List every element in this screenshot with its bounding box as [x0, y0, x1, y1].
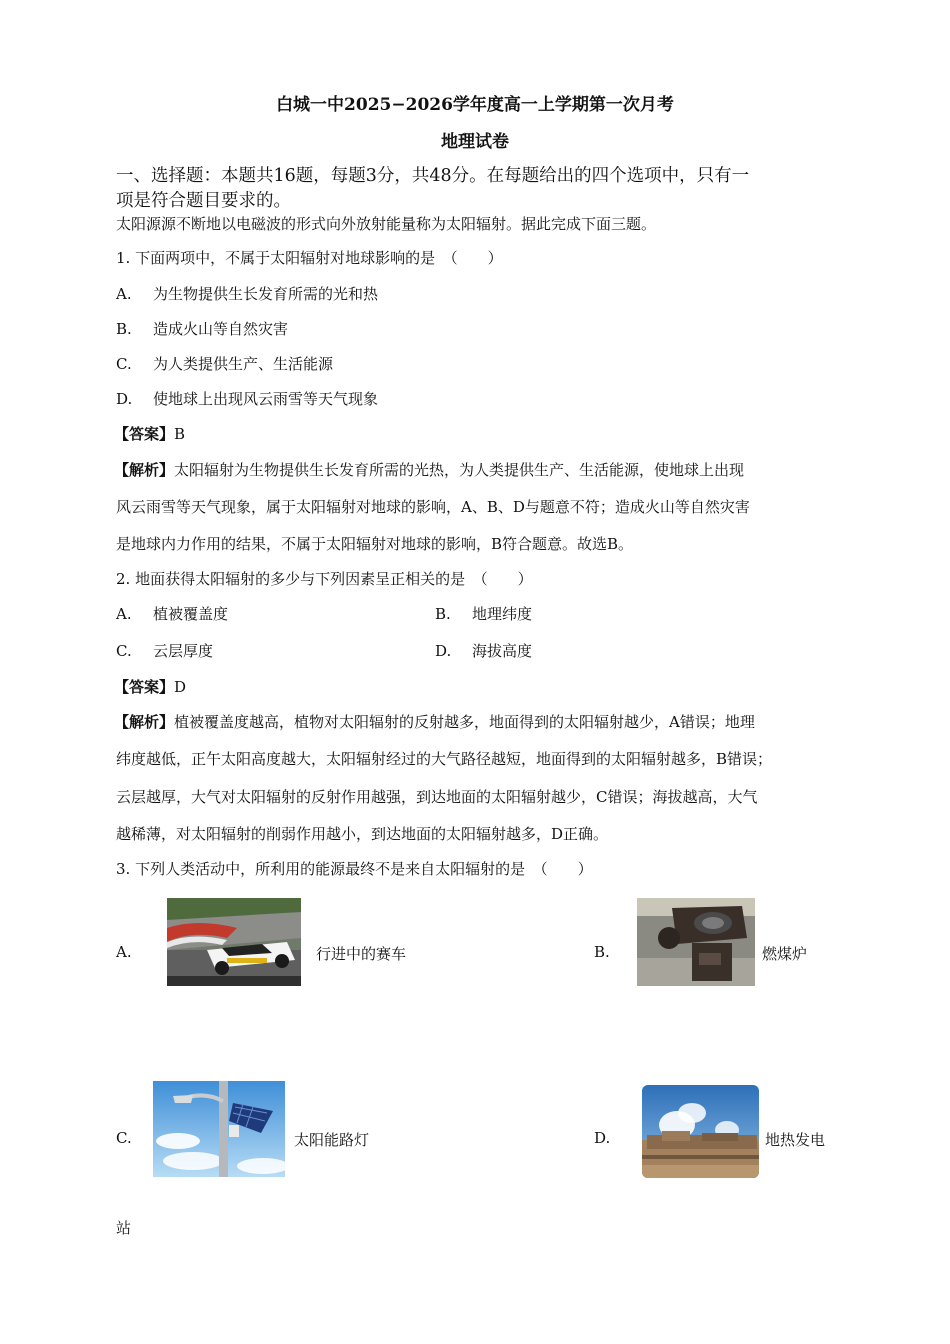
option-letter: B. [435, 605, 451, 623]
analysis-text: 植被覆盖度越高，植物对太阳辐射的反射越多，地面得到的太阳辐射越少，A错误；地理 [174, 713, 755, 731]
q3-option-c-letter[interactable]: C. [116, 1129, 132, 1147]
exam-subtitle: 地理试卷 [441, 132, 509, 152]
q1-analysis-line1 [114, 459, 744, 480]
section-intro: 太阳源源不断地以电磁波的形式向外放射能量称为太阳辐射。据此完成下面三题。 [116, 215, 657, 233]
q2-option-d[interactable] [435, 640, 532, 661]
answer-value: D [174, 678, 187, 696]
solar-street-lamp-image[interactable] [153, 1081, 285, 1177]
exam-title: 白城一中2025−2026学年度高一上学期第一次月考 [276, 95, 674, 115]
option-letter: A. [116, 605, 132, 623]
answer-label: 【答案】 [114, 425, 175, 443]
q1-option-d[interactable] [116, 388, 378, 409]
q3-option-d-text: 地热发电 [765, 1131, 826, 1149]
option-text: 为生物提供生长发育所需的光和热 [153, 285, 379, 303]
q1-analysis-line3: 是地球内力作用的结果，不属于太阳辐射对地球的影响，B符合题意。故选B。 [116, 535, 634, 553]
q3-option-a-letter[interactable]: A. [116, 943, 132, 961]
q2-stem: 2. 地面获得太阳辐射的多少与下列因素呈正相关的是 （ ） [116, 570, 533, 588]
analysis-text: 太阳辐射为生物提供生长发育所需的光热，为人类提供生产、生活能源，使地球上出现 [174, 461, 745, 479]
option-text: 云层厚度 [153, 642, 214, 660]
analysis-label: 【解析】 [114, 713, 175, 731]
option-text: 造成火山等自然灾害 [153, 320, 289, 338]
option-text: 使地球上出现风云雨雪等天气现象 [153, 390, 379, 408]
q2-answer [114, 676, 186, 697]
option-letter: D. [435, 642, 452, 660]
q1-answer [114, 423, 185, 444]
q3-option-c-text: 太阳能路灯 [294, 1131, 370, 1149]
q2-analysis-line1 [114, 711, 755, 732]
section-instructions-line1: 一、选择题：本题共16题，每题3分，共48分。在每题给出的四个选项中，只有一 [116, 166, 750, 186]
q3-option-b-letter[interactable]: B. [594, 943, 610, 961]
q2-option-b[interactable] [435, 603, 532, 624]
q2-analysis-line2: 纬度越低，正午太阳高度越大，太阳辐射经过的大气路径越短，地面得到的太阳辐射越多，B错误； [116, 750, 773, 768]
q3-option-d-letter[interactable]: D. [594, 1129, 611, 1147]
section-instructions-line2: 项是符合题目要求的。 [116, 191, 291, 211]
option-letter: D. [116, 390, 133, 408]
option-text: 海拔高度 [472, 642, 533, 660]
answer-label: 【答案】 [114, 678, 175, 696]
q1-stem: 1. 下面两项中，不属于太阳辐射对地球影响的是 （ ） [116, 249, 503, 267]
q2-option-a[interactable] [116, 603, 228, 624]
q3-stem: 3. 下列人类活动中，所利用的能源最终不是来自太阳辐射的是 （ ） [116, 860, 593, 878]
q3-option-b-text: 燃煤炉 [762, 945, 808, 963]
q1-option-a[interactable] [116, 283, 378, 304]
q1-option-b[interactable] [116, 318, 288, 339]
q3-option-d-text-wrap: 站 [116, 1219, 132, 1237]
option-letter: C. [116, 642, 132, 660]
q2-option-c[interactable] [116, 640, 213, 661]
q2-analysis-line3: 云层越厚，大气对太阳辐射的反射作用越强，到达地面的太阳辐射越少，C错误；海拔越高，大气 [116, 788, 758, 806]
option-text: 为人类提供生产、生活能源 [153, 355, 334, 373]
option-letter: C. [116, 355, 132, 373]
coal-stove-image[interactable] [637, 898, 755, 986]
q1-analysis-line2: 风云雨雪等天气现象，属于太阳辐射对地球的影响，A、B、D与题意不符；造成火山等自然灾害 [116, 498, 750, 516]
race-car-image[interactable] [167, 898, 301, 986]
option-text: 植被覆盖度 [153, 605, 229, 623]
q1-option-c[interactable] [116, 353, 333, 374]
analysis-label: 【解析】 [114, 461, 175, 479]
option-letter: A. [116, 285, 132, 303]
q3-option-a-text: 行进中的赛车 [316, 945, 407, 963]
answer-value: B [174, 425, 186, 443]
option-text: 地理纬度 [472, 605, 533, 623]
q2-analysis-line4: 越稀薄，对太阳辐射的削弱作用越小，到达地面的太阳辐射越多，D正确。 [116, 825, 609, 843]
option-letter: B. [116, 320, 132, 338]
geothermal-plant-image[interactable] [642, 1085, 759, 1178]
